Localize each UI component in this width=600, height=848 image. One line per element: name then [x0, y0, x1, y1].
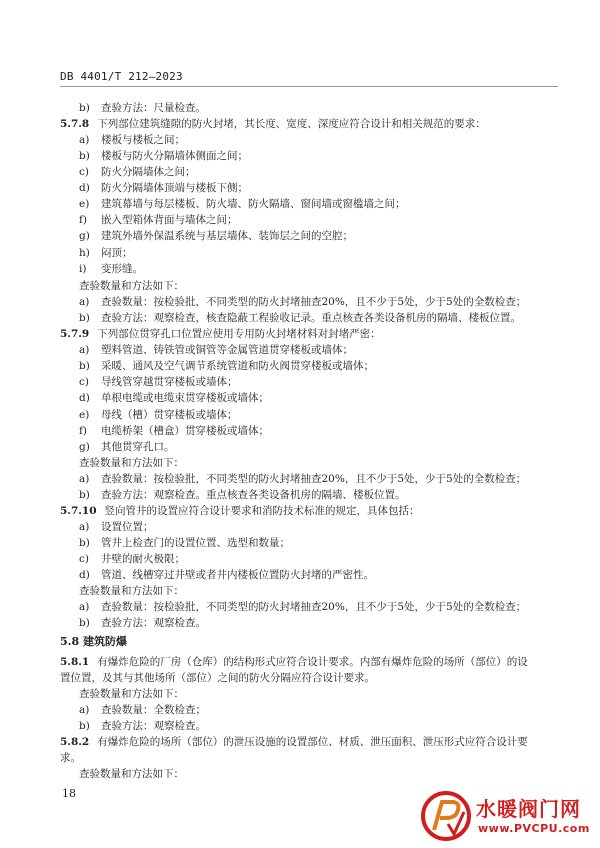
list-item-text: 管道、线槽穿过井壁或者井内楼板位置防火封堵的严密性。	[101, 569, 374, 581]
watermark-brand: 水暖阀门网	[476, 797, 581, 821]
list-item-text: 查验方法：尺量检查。	[101, 102, 206, 114]
list-marker: d)	[79, 569, 90, 581]
list-item	[79, 197, 406, 211]
clause-number: 5.8.1	[60, 656, 90, 668]
list-item-text: 防火分隔墙体顶端与楼板下侧；	[101, 182, 248, 194]
list-marker: a)	[79, 601, 90, 613]
clause-text: 有爆炸危险的厂房（仓库）的结构形式应符合设计要求。内部有爆炸危险的场所（部位）的设	[97, 656, 528, 668]
list-marker: d)	[79, 392, 90, 404]
list-marker: b)	[79, 489, 90, 501]
list-item	[79, 703, 206, 717]
list-item-text: 其他贯穿孔口。	[101, 441, 175, 453]
pv-logo-icon	[420, 790, 472, 842]
list-item-text: 导线管穿越贯穿楼板或墙体；	[101, 376, 238, 388]
list-item	[79, 472, 526, 486]
clause-text: 下列部位贯穿孔口位置应使用专用防火封堵材料对封堵严密：	[97, 328, 381, 340]
clause-number: 5.7.8	[60, 118, 90, 130]
list-marker: e)	[79, 198, 90, 210]
clause-line	[60, 117, 486, 131]
list-marker: g)	[79, 230, 90, 242]
list-item	[79, 488, 406, 502]
list-item-text: 闷顶；	[101, 247, 133, 259]
header-rule	[60, 86, 558, 87]
clause-text: 有爆炸危险的场所（部位）的泄压设施的设置部位、材质、泄压面积、泄压形式应符合设计要	[97, 736, 528, 748]
list-item-text: 防火分隔墙体之间；	[101, 166, 196, 178]
list-marker: b)	[79, 537, 90, 549]
list-item	[79, 165, 196, 179]
clause-text: 下列部位建筑缝隙的防火封堵，其长度、宽度、深度应符合设计和相关规范的要求：	[97, 118, 486, 130]
list-item	[79, 568, 374, 582]
list-item-text: 母线（槽）贯穿楼板或墙体；	[101, 409, 238, 421]
list-item	[79, 440, 175, 454]
list-item	[79, 616, 206, 630]
list-item	[79, 101, 206, 115]
list-marker: b)	[79, 102, 90, 114]
list-item-text: 查验数量：按检验批，不同类型的防火封堵抽查20%，且不少于5处，少于5处的全数检查；	[101, 296, 527, 308]
page-number: 18	[62, 787, 76, 800]
list-item	[79, 408, 238, 422]
list-marker: g)	[79, 441, 90, 453]
list-item	[79, 391, 269, 405]
list-marker: b)	[79, 720, 90, 732]
list-item-text: 建筑外墙外保温系统与基层墙体、装饰层之间的空腔；	[101, 230, 353, 242]
list-item	[79, 536, 290, 550]
list-item	[79, 262, 143, 276]
list-item	[79, 246, 133, 260]
list-item-text: 井壁的耐火极限；	[101, 553, 185, 565]
list-marker: f)	[79, 425, 87, 437]
list-marker: c)	[79, 376, 89, 388]
list-item	[79, 295, 526, 309]
list-marker: i)	[79, 263, 87, 275]
watermark-url: www.PVCPU.com	[478, 822, 590, 835]
clause-line	[60, 735, 528, 749]
clause-number: 5.7.9	[60, 328, 90, 340]
list-marker: a)	[79, 344, 90, 356]
list-item	[79, 375, 238, 389]
list-item-text: 查验方法：观察检查。重点核查各类设备机房的隔墙、楼板位置。	[101, 489, 406, 501]
list-item	[79, 229, 353, 243]
list-marker: b)	[79, 312, 90, 324]
clause-number: 5.8.2	[60, 736, 90, 748]
list-item-text: 楼板与防火分隔墙体侧面之间；	[101, 150, 248, 162]
paragraph-line: 查验数量和方法如下：	[79, 688, 184, 700]
standard-code: DB 4401/T 212—2023	[60, 70, 183, 83]
list-item	[79, 719, 206, 733]
list-item-text: 查验数量：全数检查；	[101, 704, 206, 716]
list-item	[79, 600, 526, 614]
list-item-text: 嵌入型箱体背面与墙体之间；	[101, 214, 238, 226]
clause-line	[60, 655, 528, 669]
list-item	[79, 149, 248, 163]
clause-text: 竖向管井的设置应符合设计要求和消防技术标准的规定，具体包括：	[104, 505, 420, 517]
list-marker: c)	[79, 553, 89, 565]
section-heading-text: 5.8 建筑防爆	[60, 635, 127, 648]
list-item-text: 电缆桥架（槽盒）贯穿楼板或墙体；	[101, 425, 269, 437]
paragraph-line: 置位置，及其与其他场所（部位）之间的防火分隔应符合设计要求。	[60, 672, 375, 684]
list-marker: f)	[79, 214, 87, 226]
section-heading	[60, 635, 127, 649]
list-item-text: 查验数量：按检验批，不同类型的防火封堵抽查20%，且不少于5处，少于5处的全数检查；	[101, 473, 527, 485]
paragraph-line: 查验数量和方法如下：	[79, 280, 184, 292]
list-item-text: 楼板与楼板之间；	[101, 134, 185, 146]
list-item-text: 查验方法：观察检查，核查隐蔽工程验收记录。重点核查各类设备机房的隔墙、楼板位置。	[101, 312, 521, 324]
list-item	[79, 424, 269, 438]
list-item-text: 查验方法：观察检查。	[101, 720, 206, 732]
paragraph-line: 求。	[60, 752, 81, 764]
paragraph-line: 查验数量和方法如下：	[79, 457, 184, 469]
list-marker: e)	[79, 409, 90, 421]
list-item	[79, 552, 185, 566]
list-item-text: 设置位置；	[101, 521, 154, 533]
list-item	[79, 133, 185, 147]
list-item-text: 查验方法：观察检查。	[101, 617, 206, 629]
list-marker: d)	[79, 182, 90, 194]
list-item-text: 塑料管道、铸铁管或铜管等金属管道贯穿楼板或墙体；	[101, 344, 353, 356]
paragraph-line: 查验数量和方法如下：	[79, 768, 184, 780]
list-marker: a)	[79, 296, 90, 308]
list-item-text: 查验数量：按检验批，不同类型的防火封堵抽查20%，且不少于5处，少于5处的全数检查；	[101, 601, 527, 613]
list-item-text: 采暖、通风及空气调节系统管道和防火阀贯穿楼板或墙体；	[101, 360, 374, 372]
list-item-text: 单根电缆或电缆束贯穿楼板或墙体；	[101, 392, 269, 404]
clause-number: 5.7.10	[60, 505, 97, 517]
list-marker: a)	[79, 704, 90, 716]
list-item	[79, 343, 353, 357]
list-marker: b)	[79, 360, 90, 372]
list-item	[79, 359, 374, 373]
list-marker: b)	[79, 617, 90, 629]
list-marker: b)	[79, 150, 90, 162]
list-item	[79, 213, 238, 227]
watermark-logo	[420, 790, 596, 842]
clause-line	[60, 504, 420, 518]
list-item-text: 管井上检查门的设置位置、选型和数量；	[101, 537, 290, 549]
list-marker: a)	[79, 473, 90, 485]
list-marker: a)	[79, 521, 90, 533]
list-item	[79, 520, 154, 534]
list-marker: h)	[79, 247, 90, 259]
list-marker: a)	[79, 134, 90, 146]
list-item-text: 变形缝。	[101, 263, 143, 275]
list-item	[79, 311, 521, 325]
paragraph-line: 查验数量和方法如下：	[79, 585, 184, 597]
clause-line	[60, 327, 381, 341]
list-item-text: 建筑幕墙与每层楼板、防火墙、防火隔墙、窗间墙或窗槛墙之间；	[101, 198, 406, 210]
list-marker: c)	[79, 166, 89, 178]
list-item	[79, 181, 248, 195]
